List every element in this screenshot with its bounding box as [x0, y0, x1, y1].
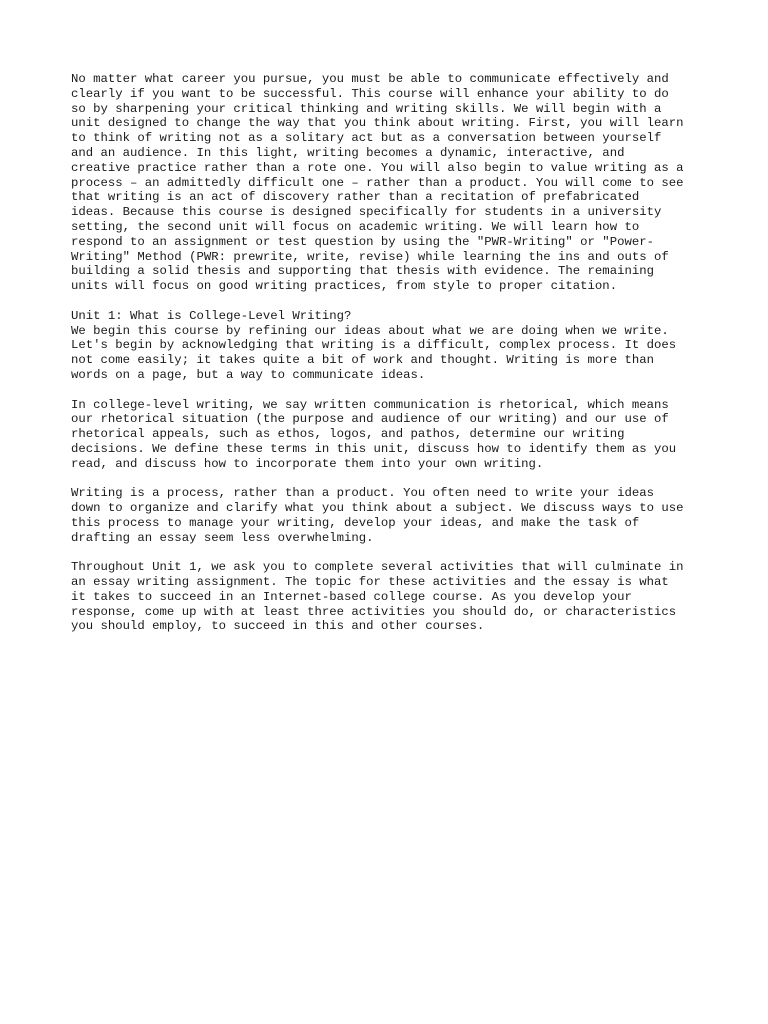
- intro-paragraph: No matter what career you pursue, you must be able to communicate effectively and clearly if you want to be successful. This course will enhance your ability to do so by sharpening your critical thinking and writing skills. We will begin with a unit designed to change the way that you think about writing. First, you will learn to think of writing not as a solitary act but as a conversation between yourself and an audience. In this light, writing becomes a dynamic, interactive, and creative practice rather than a rote one. You will also begin to value writing as a process – an admittedly difficult one – rather than a product. You will come to see that writing is an act of discovery rather than a recitation of prefabricated ideas. Because this course is designed specifically for students in a university setting, the second unit will focus on academic writing. We will learn how to respond to an assignment or test question by using the "PWR-Writing" or "Power- Writing" Method (PWR: prewrite, write, revise) while learning the ins and outs of building a solid thesis and supporting that thesis with evidence. The remaining units will focus on good writing practices, from style to proper citation.: [71, 72, 684, 294]
- unit-paragraph-1: We begin this course by refining our ideas about what we are doing when we write. Let's begin by acknowledging that writing is a difficult, complex process. It does not come easily; it takes quite a bit of work and thought. Writing is more than words on a page, but a way to communicate ideas.: [71, 323, 677, 382]
- unit-paragraph-2: In college-level writing, we say written communication is rhetorical, which means our rhetorical situation (the purpose and audience of our writing) and our use of rhetorical appeals, such as ethos, logos, and pathos, determine our writing decisions. We define these terms in this unit, discuss how to identify them as you read, and discuss how to incorporate them into your own writing.: [71, 397, 677, 471]
- unit-heading: Unit 1: What is College-Level Writing?: [71, 308, 352, 323]
- unit-paragraph-4: Throughout Unit 1, we ask you to complete several activities that will culminate in an essay writing assignment. The topic for these activities and the essay is what it takes to succeed in an Internet-based college course. As you develop your response, come up with at least three activities you should do, or characteristics you should employ, to succeed in this and other courses.: [71, 560, 684, 634]
- unit-paragraph-3: Writing is a process, rather than a product. You often need to write your ideas down to organize and clarify what you think about a subject. We discuss ways to use this process to manage your writing, develop your ideas, and make the task of drafting an essay seem less overwhelming.: [71, 486, 684, 545]
- document-page: [71, 72, 711, 649]
